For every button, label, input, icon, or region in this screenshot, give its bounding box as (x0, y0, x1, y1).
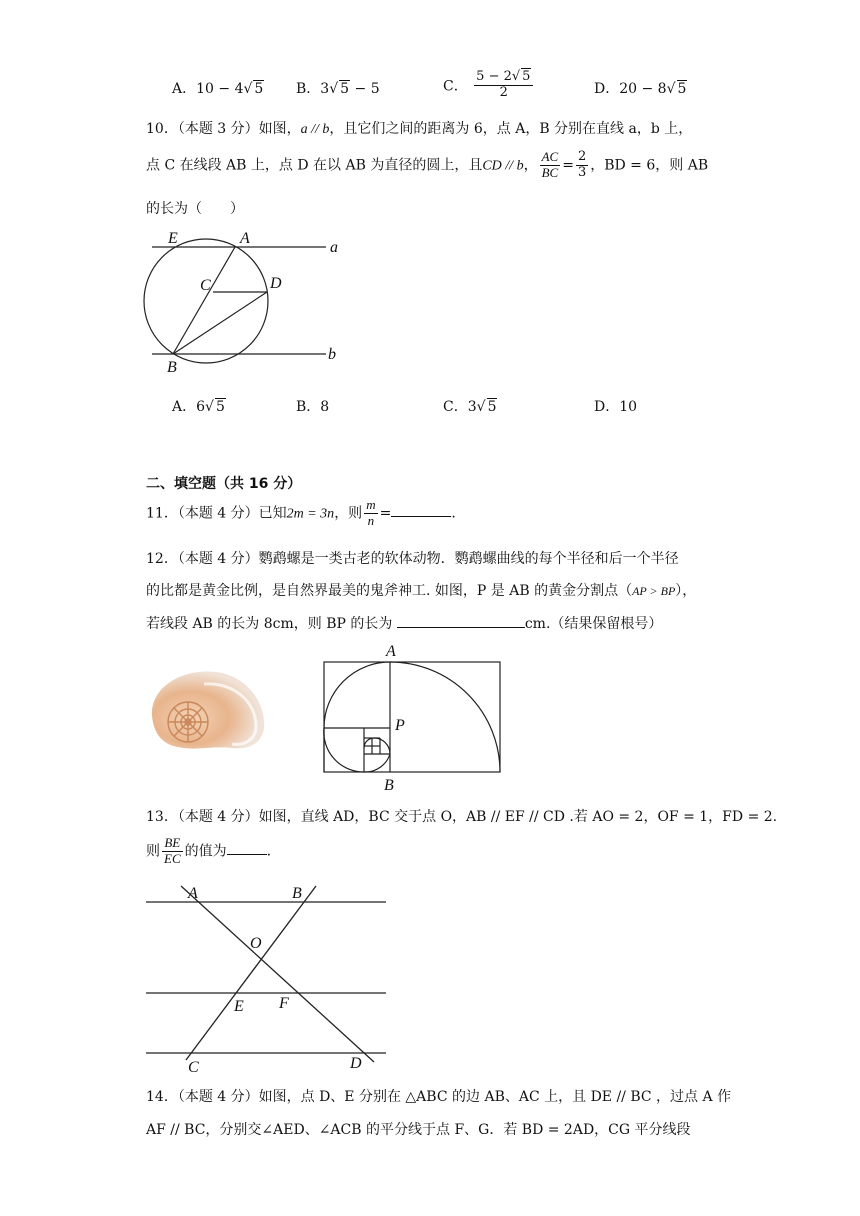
q13-line1: 13．（本题 4 分）如图，直线 AD，BC 交于点 O，AB // EF // CD .若 AO = 2，OF = 1，FD = 2. (146, 809, 778, 825)
spiral-arc-1 (390, 662, 500, 772)
label-b: B (167, 359, 177, 376)
q10-line3: 的长为（ ） (146, 201, 244, 217)
label-a: A (188, 885, 198, 902)
q12-line3: 若线段 AB 的长为 8cm，则 BP 的长为 cm.（结果保留根号） (146, 616, 663, 632)
q12-line1: 12．（本题 4 分）鹦鹉螺是一类古老的软体动物．鹦鹉螺曲线的每个半径和后一个半径 (146, 551, 679, 567)
q11-answer-blank (391, 516, 451, 517)
label-line-a: a (330, 239, 338, 256)
q12-figure (318, 642, 508, 792)
q9-option-a: A．10 − 4√ 5 (172, 81, 264, 97)
label-b: B (292, 885, 302, 902)
q13-answer-blank (227, 854, 267, 855)
q14-line1: 14．（本题 4 分）如图，点 D、E 分别在 △ABC 的边 AB、AC 上，且 DE // BC ，过点 A 作 (146, 1089, 732, 1105)
label-b: B (384, 777, 394, 792)
q10-figure (140, 226, 360, 378)
q10-option-b: B．8 (296, 399, 330, 415)
q10-option-d: D．10 (594, 399, 638, 415)
q9-option-c: C． $\frac{5 - 2√ 5}{2}$ (443, 70, 535, 101)
section-title: 二、填空题（共 16 分） (146, 476, 302, 492)
label-a: A (386, 643, 396, 660)
spiral-arc-4 (364, 754, 390, 772)
label-o: O (250, 935, 262, 952)
label-c: C (188, 1059, 199, 1076)
q10-option-c: C．3√ 5 (443, 399, 497, 415)
label-d: D (350, 1055, 362, 1072)
segment-ab (173, 247, 235, 354)
q10-line2: 点 C 在线段 AB 上，点 D 在以 AB 为直径的圆上，且CD // b， $\frac{AC}{BC}$ = $\frac{2}{3}$ ，BD = 6，则 AB (146, 149, 709, 180)
segment-bd (173, 292, 267, 354)
q9-option-b: B．3√ 5 − 5 (296, 81, 380, 97)
q13-line2: 则 $\frac{BE}{EC}$ 的值为 . (146, 835, 272, 866)
label-f: F (279, 995, 289, 1012)
label-e: E (168, 230, 178, 247)
spiral-arc-3 (324, 728, 364, 772)
line-ad (181, 886, 374, 1062)
label-p: P (395, 717, 405, 734)
q12-line2: 的比都是黄金比例，是自然界最美的鬼斧神工. 如图，P 是 AB 的黄金分割点（AP > BP）， (146, 583, 697, 599)
label-line-b: b (328, 346, 336, 363)
line-bc (186, 886, 316, 1060)
nautilus-shell-image (144, 666, 268, 752)
label-d: D (270, 275, 282, 292)
q14-line2: AF // BC，分别交∠AED、∠ACB 的平分线于点 F、G．若 BD = 2AD，CG 平分线段 (146, 1122, 691, 1138)
q12-answer-blank (397, 627, 525, 628)
q9-option-d: D．20 − 8√ 5 (594, 81, 687, 97)
label-e: E (234, 998, 244, 1015)
outer-rectangle (324, 662, 500, 772)
circle (144, 239, 268, 363)
q10-option-a: A．6√ 5 (172, 399, 225, 415)
q11: 11．（本题 4 分）已知2m = 3n，则 $\frac{m}{n}$ = . (146, 497, 456, 528)
q13-figure (140, 880, 390, 1076)
label-c: C (200, 277, 211, 294)
label-a: A (240, 230, 250, 247)
q10-line1: 10．（本题 3 分）如图，a // b，且它们之间的距离为 6，点 A，B 分别在直线 a，b 上， (146, 121, 693, 137)
spiral-arc-2 (324, 662, 390, 728)
